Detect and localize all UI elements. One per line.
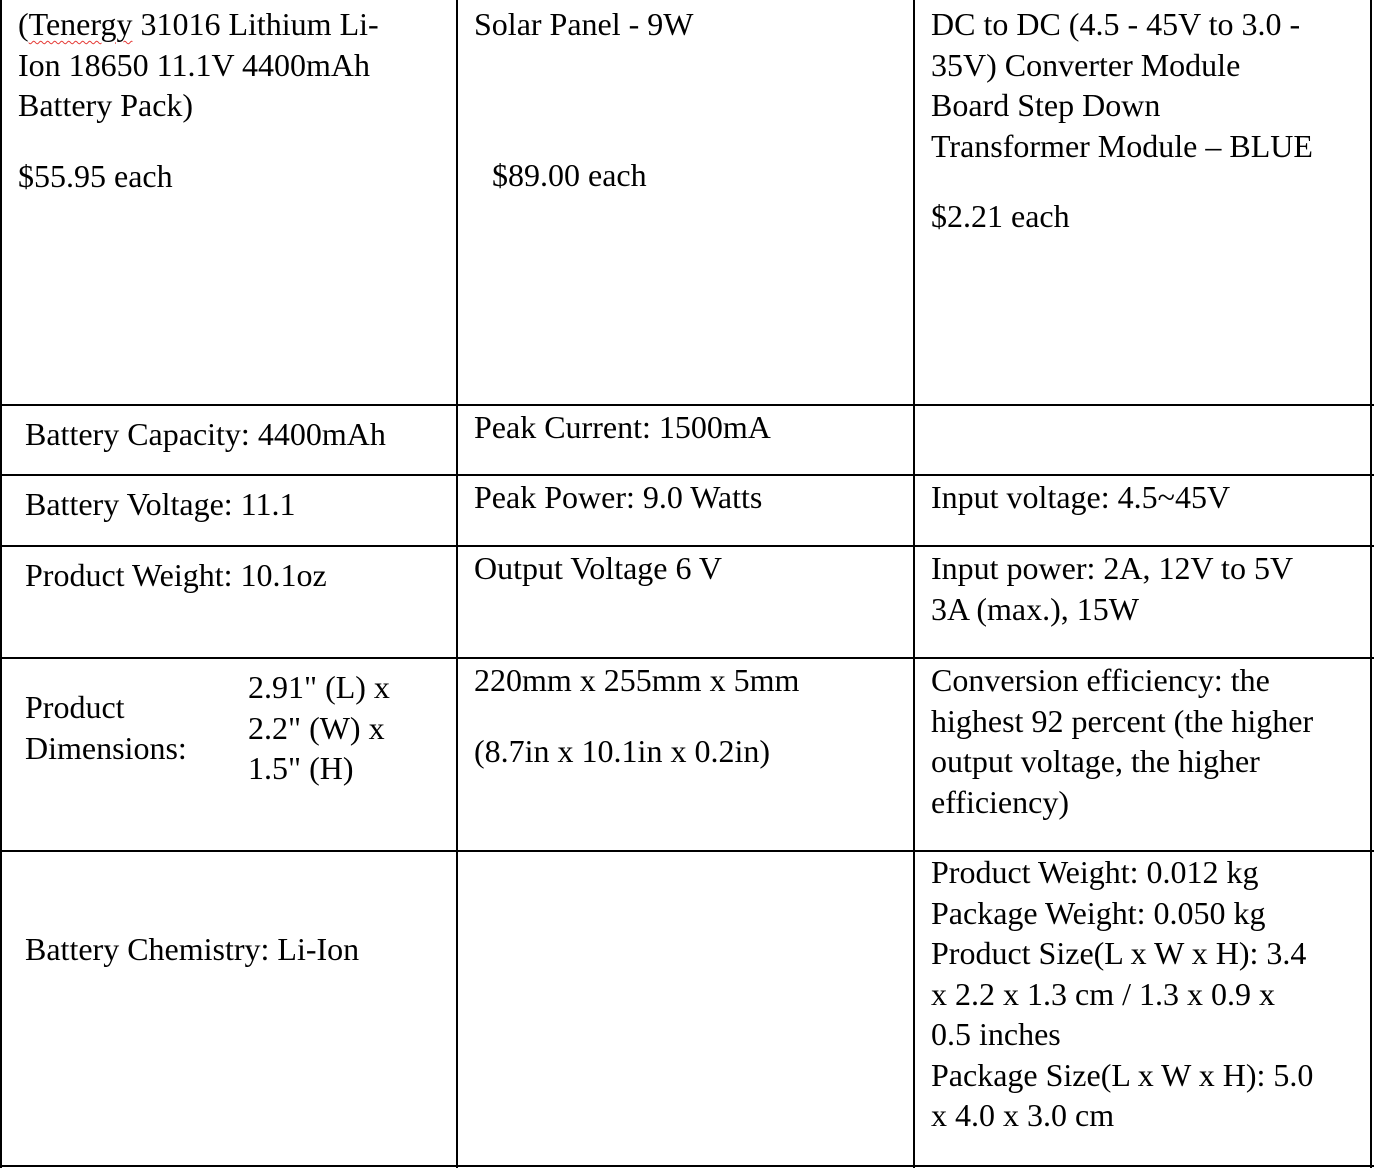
- battery-name-rest: 31016 Lithium Li-: [132, 6, 379, 42]
- converter-name-line4: Transformer Module – BLUE: [931, 127, 1313, 164]
- converter-input-power-line1: Input power: 2A, 12V to 5V: [931, 550, 1294, 586]
- converter-size-line1: Product Weight: 0.012 kg: [931, 854, 1259, 890]
- row-border-1: [0, 404, 1374, 406]
- converter-name-line1: DC to DC (4.5 - 45V to 3.0 -: [931, 6, 1301, 42]
- solar-dimensions-mm: 220mm x 255mm x 5mm: [474, 662, 800, 698]
- converter-input-power: [931, 548, 1293, 629]
- row-border-2: [0, 474, 1374, 476]
- table-border-left: [0, 0, 2, 1168]
- converter-header-cell: [931, 4, 1313, 237]
- converter-efficiency-line1: Conversion efficiency: the: [931, 662, 1270, 698]
- converter-efficiency: [931, 660, 1313, 822]
- converter-name-line3: Board Step Down: [931, 87, 1161, 123]
- solar-output-voltage: Output Voltage 6 V: [474, 550, 723, 586]
- solar-dimensions: [474, 660, 799, 771]
- battery-capacity: Battery Capacity: 4400mAh: [25, 416, 386, 452]
- battery-name-line2: Ion 18650 11.1V 4400mAh: [18, 46, 370, 83]
- converter-size-line6: Package Size(L x W x H): 5.0: [931, 1056, 1314, 1093]
- row-border-3: [0, 545, 1374, 547]
- converter-size-line7: x 4.0 x 3.0 cm: [931, 1097, 1115, 1133]
- converter-size-line2: Package Weight: 0.050 kg: [931, 894, 1266, 931]
- converter-efficiency-line3: output voltage, the higher: [931, 743, 1260, 779]
- battery-dimensions-value-line3: 1.5" (H): [248, 750, 354, 786]
- converter-efficiency-line2: highest 92 percent (the higher: [931, 702, 1314, 739]
- converter-efficiency-line4: efficiency): [931, 783, 1069, 820]
- converter-input-voltage: Input voltage: 4.5~45V: [931, 479, 1231, 515]
- converter-size-line3: Product Size(L x W x H): 3.4: [931, 935, 1307, 971]
- converter-size-weight: [931, 852, 1313, 1136]
- battery-product-weight: Product Weight: 10.1oz: [25, 557, 327, 593]
- solar-name: Solar Panel - 9W: [474, 6, 694, 42]
- converter-input-power-line2: 3A (max.), 15W: [931, 590, 1139, 627]
- battery-name-open: (: [18, 6, 29, 42]
- battery-dimensions-value-line2: 2.2" (W) x: [248, 709, 385, 746]
- battery-dimensions-label: [25, 687, 187, 768]
- solar-price-cell: [492, 155, 647, 196]
- battery-header-cell: [18, 4, 379, 196]
- solar-header-cell: [474, 4, 694, 45]
- battery-name-line3: Battery Pack): [18, 87, 194, 123]
- table-border-right: [1370, 0, 1372, 1168]
- battery-brand: Tenergy: [28, 6, 133, 42]
- battery-dimensions-label-line2: Dimensions:: [25, 729, 187, 766]
- solar-dimensions-in: (8.7in x 10.1in x 0.2in): [474, 732, 770, 769]
- battery-voltage: Battery Voltage: 11.1: [25, 486, 296, 522]
- table-border-col2: [913, 0, 915, 1168]
- solar-peak-power: Peak Power: 9.0 Watts: [474, 479, 763, 515]
- row-border-4: [0, 657, 1374, 659]
- solar-price: $89.00 each: [492, 157, 647, 193]
- converter-size-line5: 0.5 inches: [931, 1016, 1061, 1052]
- battery-dimensions-value-line1: 2.91" (L) x: [248, 669, 390, 705]
- converter-size-line4: x 2.2 x 1.3 cm / 1.3 x 0.9 x: [931, 975, 1275, 1012]
- converter-name-line2: 35V) Converter Module: [931, 46, 1241, 83]
- table-border-col1: [456, 0, 458, 1168]
- solar-peak-current: Peak Current: 1500mA: [474, 409, 771, 445]
- battery-name-line1: [18, 4, 379, 45]
- battery-dimensions-value: [248, 667, 390, 789]
- battery-price: $55.95 each: [18, 157, 173, 194]
- battery-chemistry: Battery Chemistry: Li-Ion: [25, 931, 360, 967]
- battery-dimensions-label-line1: Product: [25, 689, 125, 725]
- table-border-bottom: [0, 1165, 1374, 1167]
- converter-price: $2.21 each: [931, 198, 1070, 234]
